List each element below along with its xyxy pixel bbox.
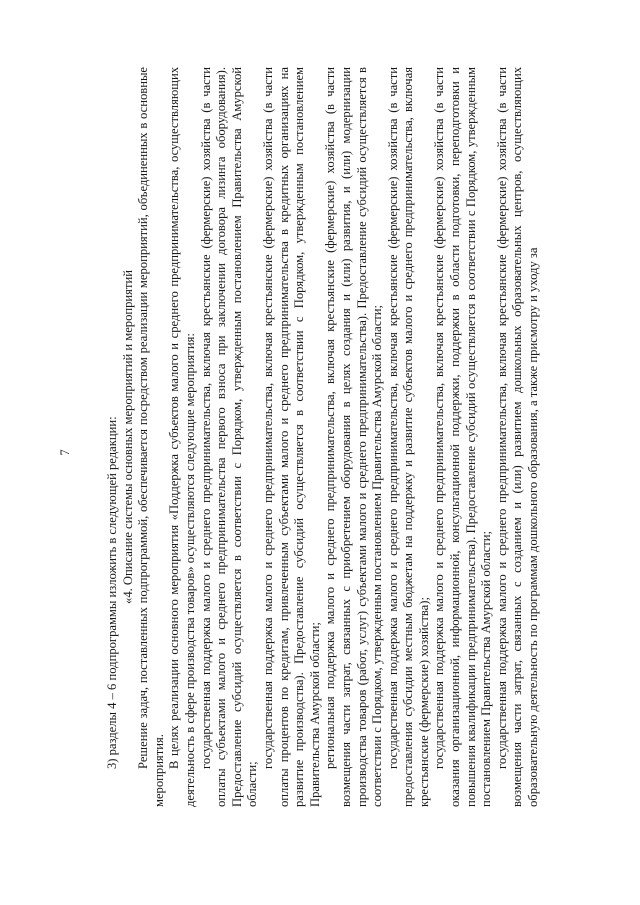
paragraph-1: Решение задач, поставленных подпрограммой, обеспечивается посредством реализации мероприятий, объединенных в основные мероприятия. (136, 67, 166, 807)
section-title: «4. Описание системы основных мероприятий и мероприятий (120, 270, 135, 604)
paragraph-5: региональная поддержка малого и среднего предпринимательства, включая крестьянские (фермерские) хозяйства (в части возмещения части затрат, связанных с приобретением оборудования в целях создания и (или) развития, и (или) модернизации производства товаров (работ, услуг) субъектами малого и среднего предпринимательства). Предоставление субсидий осуществляется в соответствии с Порядком, утвержденным постановлением Правительства Амурской области; (323, 67, 385, 807)
paragraph-6: государственная поддержка малого и среднего предпринимательства, включая крестьянские (фермерские) хозяйства (в части предоставления субсидии местным бюджетам на поддержку и развитие субъектов малого и среднего предпринимательства, включая крестьянские (фермерские) хозяйства); (385, 67, 431, 807)
document-body (105, 67, 542, 807)
paragraph-8: государственная поддержка малого и среднего предпринимательства, включая крестьянские (фермерские) хозяйства (в части возмещения части затрат, связанных с созданием и (или) развитием дошкольных образовательных центров, осуществляющих образовательную деятельность по программам дошкольного образования, а также присмотру и уходу за (494, 67, 541, 807)
paragraph-4: государственная поддержка малого и среднего предпринимательства, включая крестьянские (фермерские) хозяйства (в части оплаты процентов по кредитам, привлеченным субъектами малого и среднего предпринимательства в кредитных организациях на развитие производства). Предоставление субсидий осуществляется в соответствии с Порядком, утвержденным постановлением Правительства Амурской области; (260, 67, 322, 807)
paragraph-7: государственная поддержка малого и среднего предпринимательства, включая крестьянские (фермерские) хозяйства (в части оказания организационной, информационной, консультационной поддержки, поддержки в области подготовки, переподготовки и повышения квалификации предпринимательства). Предоставление субсидий осуществляется в соответствии с Порядком, утвержденным постановлением Правительства Амурской области; (432, 67, 494, 807)
page-number: 7 (58, 449, 72, 456)
paragraph-2: В целях реализации основного мероприятия «Поддержка субъектов малого и среднего предпринимательства, осуществляющих деятельность в сфере производства товаров» осуществляются следующие мероприятия: (167, 67, 197, 807)
paragraph-3: государственная поддержка малого и среднего предпринимательства, включая крестьянские (фермерские) хозяйства (в части оплаты субъектами малого и среднего предпринимательства первого взноса при заключении договора лизинга оборудования). Предоставление субсидий осуществляется в соответствии с Порядком, утвержденным постановлением Правительства Амурской области; (198, 67, 260, 807)
intro-line: 3) разделы 4 – 6 подпрограммы изложить в следующей редакции: (105, 416, 119, 769)
